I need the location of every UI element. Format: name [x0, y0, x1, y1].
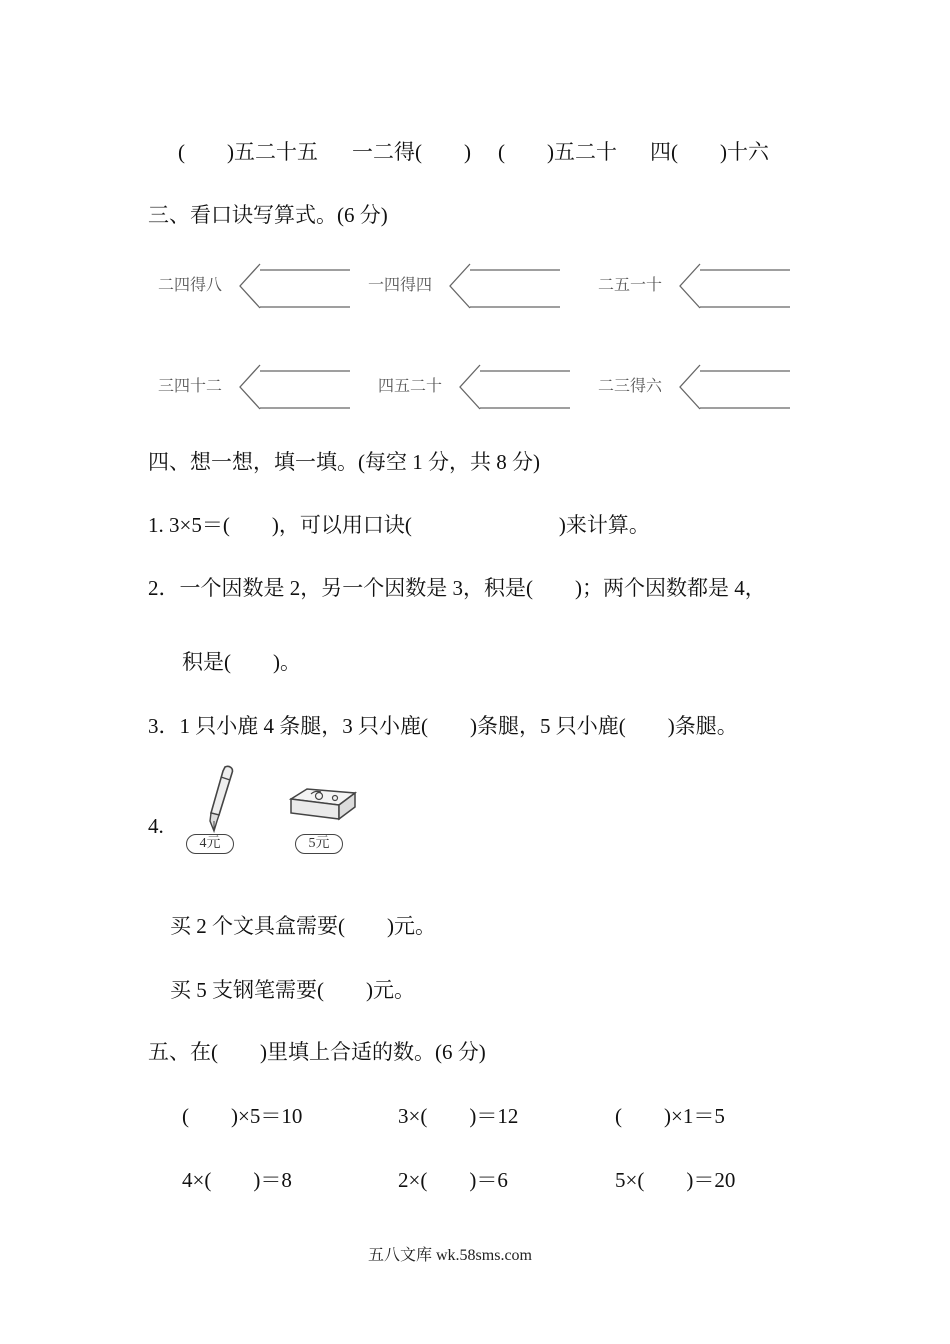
pen-icon [195, 763, 245, 835]
equation: 3×( )＝12 [398, 1104, 519, 1128]
section3-title: 三、看口诀写算式。(6 分) [148, 203, 388, 227]
equation: ( )×5＝10 [182, 1104, 303, 1128]
equation: ( )×1＝5 [615, 1104, 725, 1128]
mnemonic-label: 二四得八 [158, 277, 223, 294]
equation: 2×( )＝6 [398, 1168, 508, 1192]
top-row-item: ( )五二十五 [178, 140, 318, 164]
question-1: 1. 3×5＝( )，可以用口诀( )来计算。 [148, 513, 650, 537]
footer-watermark: 五八文库 wk.58sms.com [368, 1247, 533, 1264]
mnemonic-label: 二三得六 [598, 378, 663, 395]
equation: 5×( )＝20 [615, 1168, 736, 1192]
question-4a: 买 2 个文具盒需要( )元。 [170, 914, 436, 938]
question-2-line-2: 积是( )。 [182, 650, 301, 674]
mnemonic-label: 四五二十 [378, 378, 443, 395]
top-row-item: ( )五二十 [498, 140, 617, 164]
question-4-label: 4. [148, 814, 164, 838]
mnemonic-label: 二五一十 [598, 277, 663, 294]
pen-price-tag: 4元 [186, 834, 234, 854]
question-3: 3．1 只小鹿 4 条腿，3 只小鹿( )条腿，5 只小鹿( )条腿。 [148, 714, 738, 738]
top-row-item: 四( )十六 [650, 140, 769, 164]
section4-title: 四、想一想，填一填。(每空 1 分，共 8 分) [148, 450, 540, 474]
answer-fork [675, 262, 795, 312]
answer-fork [235, 262, 355, 312]
pencil-box-icon [285, 785, 360, 825]
top-row-item: 一二得( ) [352, 140, 471, 164]
answer-fork [235, 363, 355, 413]
mnemonic-label: 一四得四 [368, 277, 433, 294]
pencil-box-price-tag: 5元 [295, 834, 343, 854]
section5-title: 五、在( )里填上合适的数。(6 分) [148, 1040, 486, 1064]
equation: 4×( )＝8 [182, 1168, 292, 1192]
answer-fork [675, 363, 795, 413]
question-4b: 买 5 支钢笔需要( )元。 [170, 978, 415, 1002]
question-2-line-1: 2．一个因数是 2，另一个因数是 3，积是( )；两个因数都是 4， [148, 576, 766, 600]
mnemonic-label: 三四十二 [158, 378, 223, 395]
answer-fork [455, 363, 575, 413]
answer-fork [445, 262, 565, 312]
